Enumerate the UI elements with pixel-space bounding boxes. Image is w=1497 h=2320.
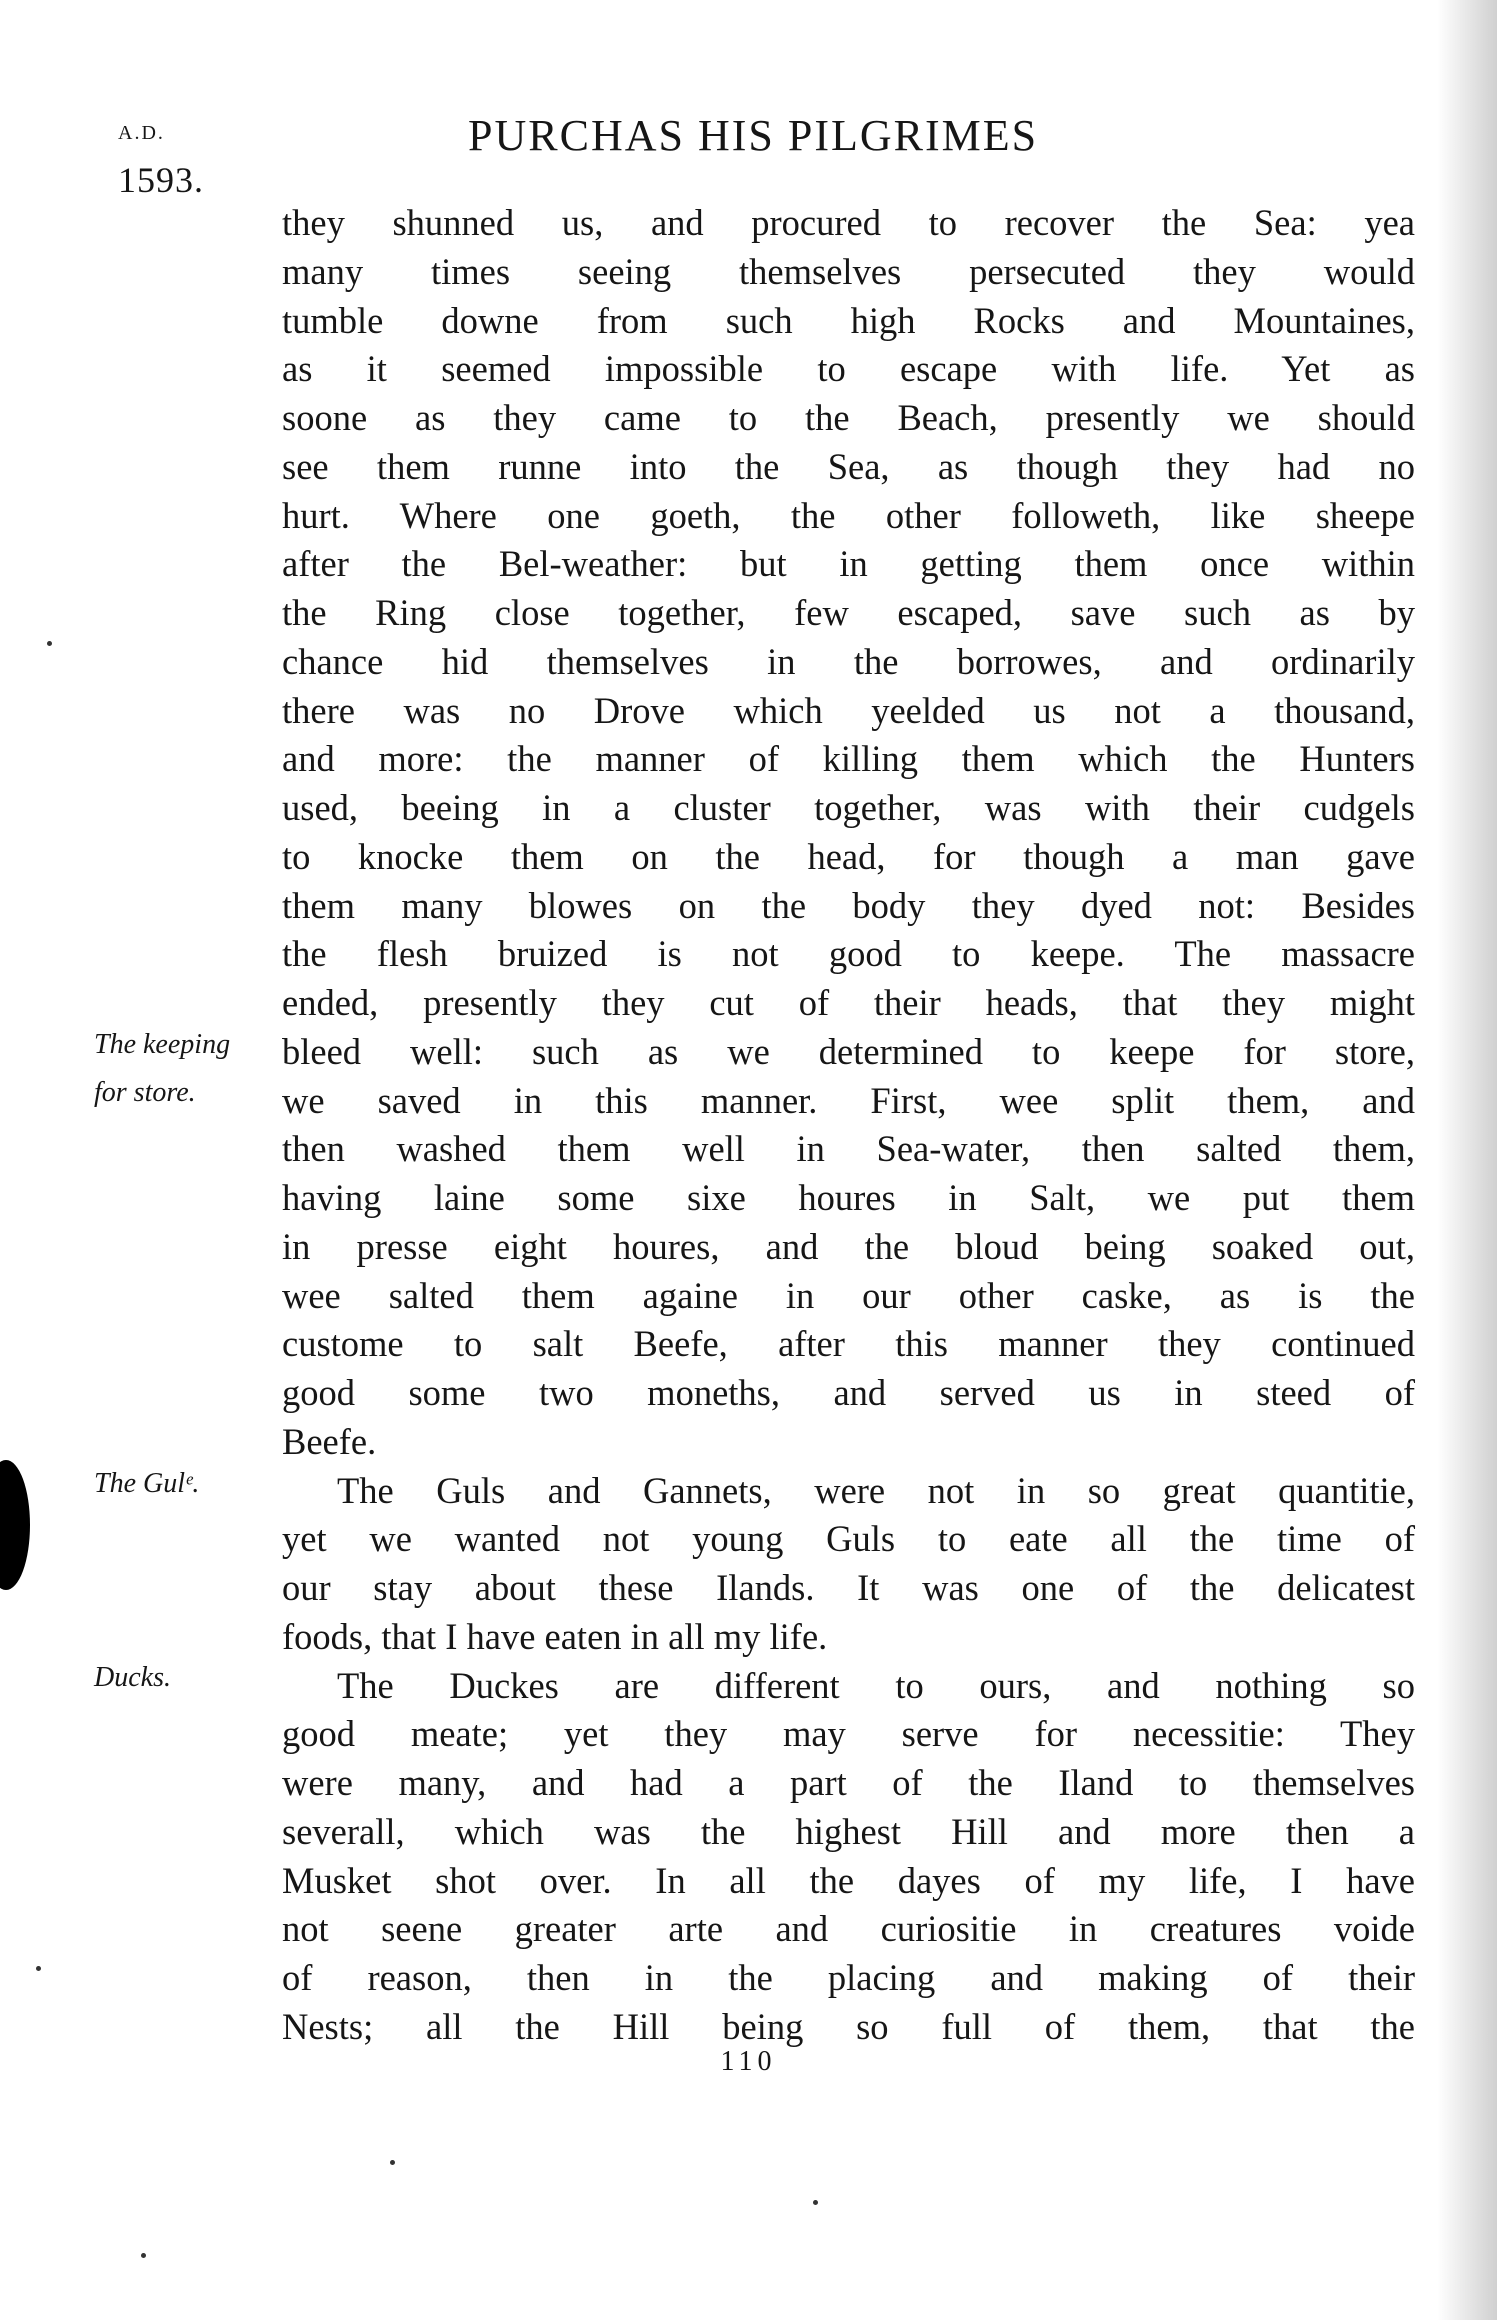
text-line: we saved in this manner. First, wee split them, and — [282, 1079, 1415, 1121]
speck — [390, 2160, 395, 2165]
margin-note-keeping — [94, 1021, 230, 1117]
text-line: wee salted them againe in our other caske, as is the — [282, 1274, 1415, 1316]
binding-mark — [0, 1460, 30, 1590]
text-line: our stay about these Ilands. It was one of the delicatest — [282, 1567, 1415, 1608]
text-line: they shunned us, and procured to recover the Sea: yea — [282, 202, 1415, 243]
text-line: then washed them well in Sea-water, then salted them, — [282, 1128, 1415, 1170]
page-edge-shadow — [1437, 0, 1497, 2320]
text-line: of reason, then in the placing and making of their — [282, 1957, 1415, 1998]
text-line: bleed well: such as we determined to keepe for store, — [282, 1030, 1415, 1072]
page-number: 110 — [720, 2046, 777, 2077]
speck — [141, 2253, 146, 2258]
speck — [36, 1966, 41, 1971]
running-head: PURCHAS HIS PILGRIMES — [468, 111, 1039, 160]
margin-note-keeping-line2: for store. — [94, 1077, 196, 1108]
text-line: the flesh bruized is not good to keepe. The massacre — [282, 933, 1415, 975]
text-line: not seene greater arte and curiositie in creatures voide — [282, 1908, 1415, 1950]
speck — [47, 641, 52, 646]
text-line: see them runne into the Sea, as though they had no — [282, 445, 1415, 487]
text-line: yet we wanted not young Guls to eate all the time of — [282, 1518, 1415, 1560]
text-line: in presse eight houres, and the bloud being soaked out, — [282, 1225, 1415, 1267]
text-line: and more: the manner of killing them which the Hunters — [282, 738, 1415, 780]
text-line: good meate; yet they may serve for necessitie: They — [282, 1713, 1415, 1755]
text-line: them many blowes on the body they dyed not: Besides — [282, 884, 1415, 926]
text-line: severall, which was the highest Hill and more then a — [282, 1810, 1415, 1852]
text-line: hurt. Where one goeth, the other followeth, like sheepe — [282, 494, 1415, 536]
text-line: custome to salt Beefe, after this manner they continued — [282, 1323, 1415, 1365]
text-line: The Guls and Gannets, were not in so great quantitie, — [337, 1469, 1415, 1511]
year-marker — [118, 122, 204, 201]
text-line: used, beeing in a cluster together, was with their cudgels — [282, 787, 1415, 828]
text-line: good some two moneths, and served us in steed of — [282, 1372, 1415, 1413]
margin-note-keeping-line1: The keeping — [94, 1029, 231, 1060]
text-line: as it seemed impossible to escape with life. Yet as — [282, 348, 1415, 390]
text-line: soone as they came to the Beach, presently we should — [282, 397, 1415, 438]
text-line: chance hid themselves in the borrowes, and ordinarily — [282, 640, 1415, 682]
body-text — [282, 199, 1415, 2052]
text-line: Nests; all the Hill being so full of them, that the — [282, 2005, 1415, 2047]
text-line: the Ring close together, few escaped, save such as by — [282, 592, 1415, 633]
text-line: there was no Drove which yeelded us not a thousand, — [282, 689, 1415, 731]
text-line: ended, presently they cut of their heads, that they might — [282, 982, 1415, 1023]
text-line: were many, and had a part of the Iland to themselves — [282, 1762, 1415, 1803]
text-line: The Duckes are different to ours, and nothing so — [337, 1664, 1415, 1706]
text-line: tumble downe from such high Rocks and Mountaines, — [282, 299, 1415, 341]
text-line: Beefe. — [282, 1420, 377, 1462]
text-line: foods, that I have eaten in all my life. — [282, 1615, 828, 1657]
era-label: A.D. — [118, 122, 165, 144]
text-line: to knocke them on the head, for though a man gave — [282, 835, 1415, 877]
text-line: many times seeing themselves persecuted they would — [282, 250, 1415, 292]
margin-note-ducks: Ducks. — [94, 1662, 171, 1693]
text-line: having laine some sixe houres in Salt, we put them — [282, 1177, 1415, 1218]
text-line: Musket shot over. In all the dayes of my life, I have — [282, 1859, 1415, 1901]
speck — [813, 2200, 818, 2205]
year-label: 1593. — [118, 160, 204, 200]
margin-note-guls: The Gulᵉ. — [94, 1468, 200, 1499]
text-line: after the Bel-weather: but in getting them once within — [282, 543, 1415, 585]
